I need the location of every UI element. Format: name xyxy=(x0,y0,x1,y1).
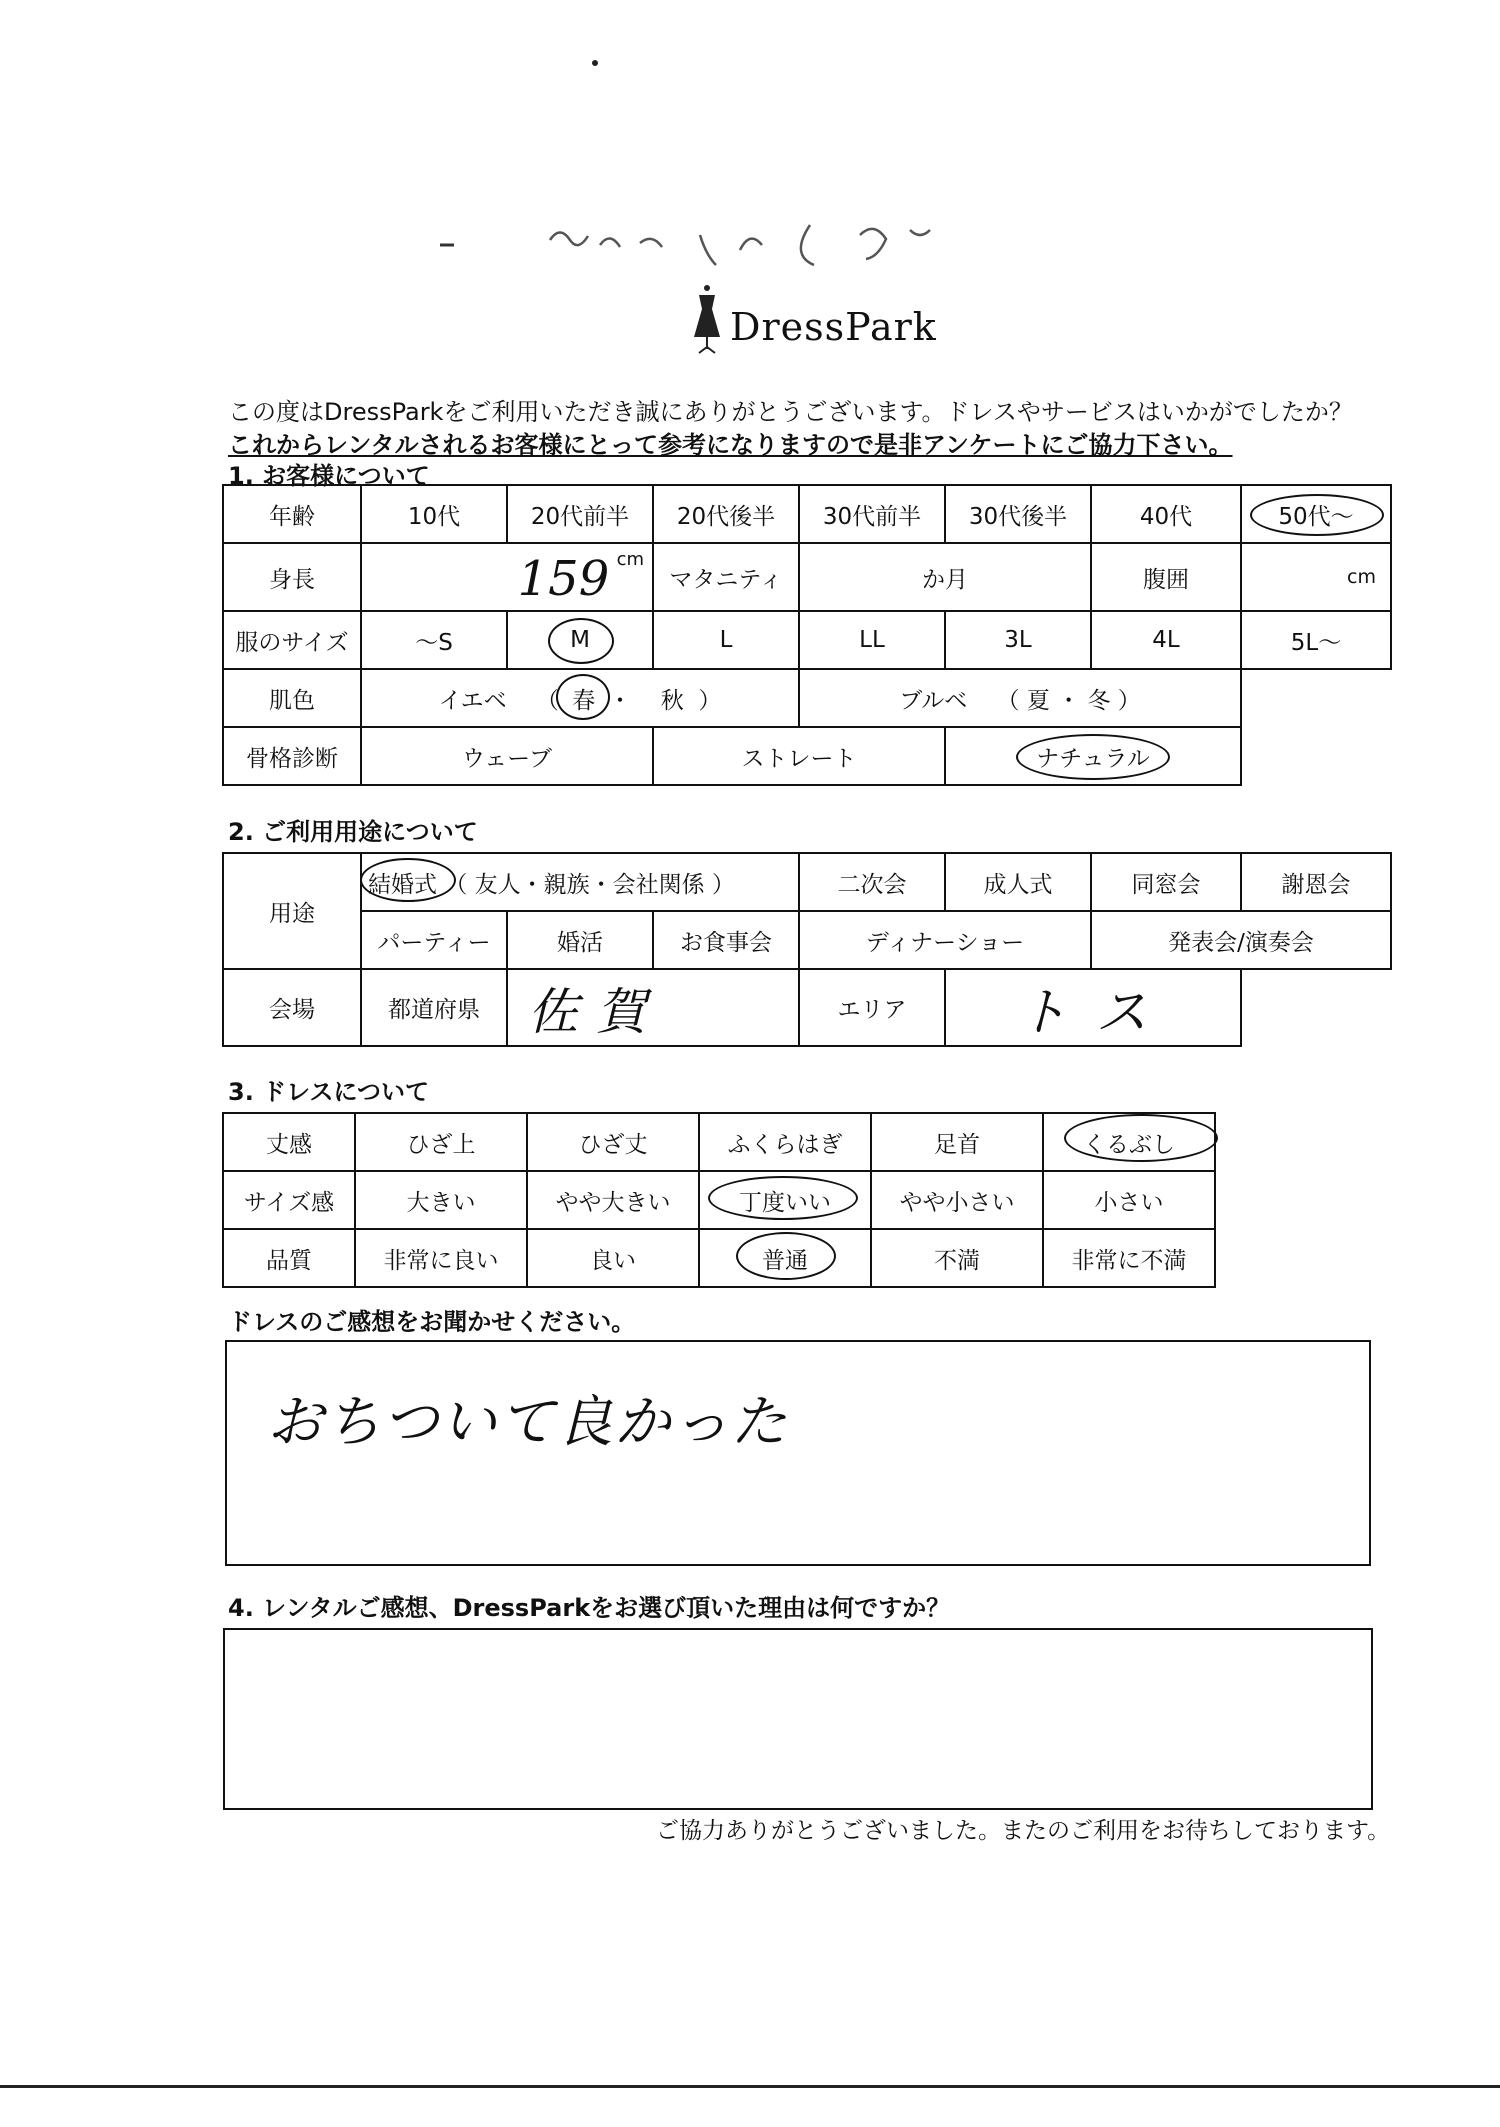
age-option[interactable]: 20代後半 xyxy=(653,485,799,543)
purpose-label: 用途 xyxy=(223,853,361,969)
customer-table xyxy=(222,484,1392,786)
size-option[interactable]: 4L xyxy=(1091,611,1241,669)
length-option[interactable]: ひざ丈 xyxy=(527,1113,699,1171)
skin-row xyxy=(223,669,1391,727)
age-row xyxy=(223,485,1391,543)
fit-label: サイズ感 xyxy=(223,1171,355,1229)
age-label: 年齢 xyxy=(223,485,361,543)
area-field[interactable] xyxy=(945,969,1241,1046)
quality-option[interactable]: 良い xyxy=(527,1229,699,1287)
size-option[interactable]: L xyxy=(653,611,799,669)
intro-line-1: この度はDressParkをご利用いただき誠にありがとうございます。ドレスやサービスはいかがでしたか？ xyxy=(228,398,1353,426)
purpose-option[interactable]: ディナーショー xyxy=(799,911,1091,969)
blue-base-field[interactable] xyxy=(799,669,1241,727)
scan-edge-line xyxy=(0,2085,1500,2088)
fit-option-selected[interactable] xyxy=(699,1171,871,1229)
purpose-table xyxy=(222,852,1392,1047)
comments-answer: おちついて良かった xyxy=(267,1390,789,1455)
fit-option[interactable]: やや小さい xyxy=(871,1171,1043,1229)
size-option[interactable]: LL xyxy=(799,611,945,669)
prefecture-label: 都道府県 xyxy=(361,969,507,1046)
length-option-selected[interactable] xyxy=(1043,1113,1215,1171)
dress-form-icon xyxy=(690,283,724,355)
wedding-detail: （ 友人・親族・会社関係 ） xyxy=(444,871,735,898)
quality-option-selected[interactable] xyxy=(699,1229,871,1287)
empty-cell xyxy=(1241,969,1391,1046)
length-option-label: くるぶし xyxy=(1083,1131,1175,1158)
quality-option[interactable]: 非常に良い xyxy=(355,1229,527,1287)
purpose-option[interactable]: 成人式 xyxy=(945,853,1091,911)
blue-base-label: ブルベ xyxy=(899,687,968,714)
area-value: トス xyxy=(1016,983,1176,1043)
purpose-option[interactable]: 発表会/演奏会 xyxy=(1091,911,1391,969)
size-option[interactable]: 3L xyxy=(945,611,1091,669)
purpose-option[interactable]: 同窓会 xyxy=(1091,853,1241,911)
purpose-option[interactable]: 謝恩会 xyxy=(1241,853,1391,911)
wedding-selected xyxy=(368,866,437,899)
spring-label: 春 xyxy=(572,687,596,714)
section-4-title: 4. レンタルご感想、DressParkをお選び頂いた理由は何ですか？ xyxy=(228,1594,951,1622)
section-2-title: 2. ご利用用途について xyxy=(228,818,478,846)
purpose-row-1 xyxy=(223,853,1391,911)
frame-label: 骨格診断 xyxy=(223,727,361,785)
quality-label: 品質 xyxy=(223,1229,355,1287)
frame-option[interactable]: ストレート xyxy=(653,727,945,785)
purpose-row-2 xyxy=(223,911,1391,969)
size-option[interactable]: 5L～ xyxy=(1241,611,1391,669)
yellow-base-label: イエベ xyxy=(438,687,507,714)
height-row xyxy=(223,543,1391,611)
venue-row xyxy=(223,969,1391,1046)
age-option-selected[interactable] xyxy=(1241,485,1391,543)
age-option-label: 50代～ xyxy=(1278,503,1354,530)
months-label: か月 xyxy=(799,543,1091,611)
frame-option-label: ナチュラル xyxy=(1036,745,1150,772)
dress-table xyxy=(222,1112,1216,1288)
section-3-title: 3. ドレスについて xyxy=(228,1078,429,1106)
length-option[interactable]: ふくらはぎ xyxy=(699,1113,871,1171)
height-value: 159 xyxy=(517,551,610,607)
length-option[interactable]: 足首 xyxy=(871,1113,1043,1171)
empty-cell xyxy=(1241,727,1391,785)
quality-option-label: 普通 xyxy=(762,1247,808,1274)
quality-option[interactable]: 不満 xyxy=(871,1229,1043,1287)
logo-text: DressPark xyxy=(730,305,937,349)
reason-box[interactable] xyxy=(223,1628,1373,1810)
purpose-option[interactable]: パーティー xyxy=(361,911,507,969)
length-row xyxy=(223,1113,1215,1171)
purpose-option[interactable]: お食事会 xyxy=(653,911,799,969)
comments-box[interactable] xyxy=(225,1340,1371,1566)
size-label: 服のサイズ xyxy=(223,611,361,669)
age-option[interactable]: 30代前半 xyxy=(799,485,945,543)
frame-option[interactable]: ウェーブ xyxy=(361,727,653,785)
fit-option[interactable]: 小さい xyxy=(1043,1171,1215,1229)
length-label: 丈感 xyxy=(223,1113,355,1171)
dresspark-logo xyxy=(690,283,937,363)
height-field[interactable] xyxy=(361,543,653,611)
size-row xyxy=(223,611,1391,669)
quality-row xyxy=(223,1229,1215,1287)
maternity-label: マタニティ xyxy=(653,543,799,611)
autumn-option[interactable]: 秋 xyxy=(660,687,684,714)
fit-option[interactable]: 大きい xyxy=(355,1171,527,1229)
frame-option-selected[interactable] xyxy=(945,727,1241,785)
size-option[interactable]: ～S xyxy=(361,611,507,669)
age-option[interactable]: 30代後半 xyxy=(945,485,1091,543)
empty-cell xyxy=(1241,669,1391,727)
venue-label: 会場 xyxy=(223,969,361,1046)
blue-base-options: （ 夏 ・ 冬 ） xyxy=(996,687,1141,714)
length-option[interactable]: ひざ上 xyxy=(355,1113,527,1171)
height-label: 身長 xyxy=(223,543,361,611)
comments-prompt: ドレスのご感想をお聞かせください。 xyxy=(228,1308,636,1336)
separator-dot: ・ xyxy=(608,687,632,714)
paren-close: ） xyxy=(698,687,722,714)
age-option[interactable]: 10代 xyxy=(361,485,507,543)
fit-option[interactable]: やや大きい xyxy=(527,1171,699,1229)
prefecture-field[interactable] xyxy=(507,969,799,1046)
wedding-option[interactable] xyxy=(361,853,799,911)
age-option[interactable]: 20代前半 xyxy=(507,485,653,543)
spring-option[interactable] xyxy=(566,682,601,715)
frame-row xyxy=(223,727,1391,785)
intro-line-2: これからレンタルされるお客様にとって参考になりますので是非アンケートにご協力下さい。 xyxy=(228,431,1233,459)
prefecture-value: 佐賀 xyxy=(528,982,664,1041)
purpose-option[interactable]: 二次会 xyxy=(799,853,945,911)
stray-mark xyxy=(592,60,598,66)
skin-label: 肌色 xyxy=(223,669,361,727)
area-label: エリア xyxy=(799,969,945,1046)
section-1-title: 1. お客様について xyxy=(228,462,430,490)
thanks-message: ご協力ありがとうございました。またのご利用をお待ちしております。 xyxy=(656,1818,1391,1844)
fit-option-label: 丁度いい xyxy=(739,1189,831,1216)
age-option[interactable]: 40代 xyxy=(1091,485,1241,543)
size-option-label: M xyxy=(570,627,590,653)
waist-unit: cm xyxy=(1241,543,1391,611)
wedding-label: 結婚式 xyxy=(368,871,437,898)
yellow-base-field[interactable] xyxy=(361,669,799,727)
height-unit: cm xyxy=(616,549,644,570)
quality-option[interactable]: 非常に不満 xyxy=(1043,1229,1215,1287)
purpose-option[interactable]: 婚活 xyxy=(507,911,653,969)
size-option-selected[interactable] xyxy=(507,611,653,669)
paren-open: （ xyxy=(535,687,559,714)
waist-label: 腹囲 xyxy=(1091,543,1241,611)
fit-row xyxy=(223,1171,1215,1229)
